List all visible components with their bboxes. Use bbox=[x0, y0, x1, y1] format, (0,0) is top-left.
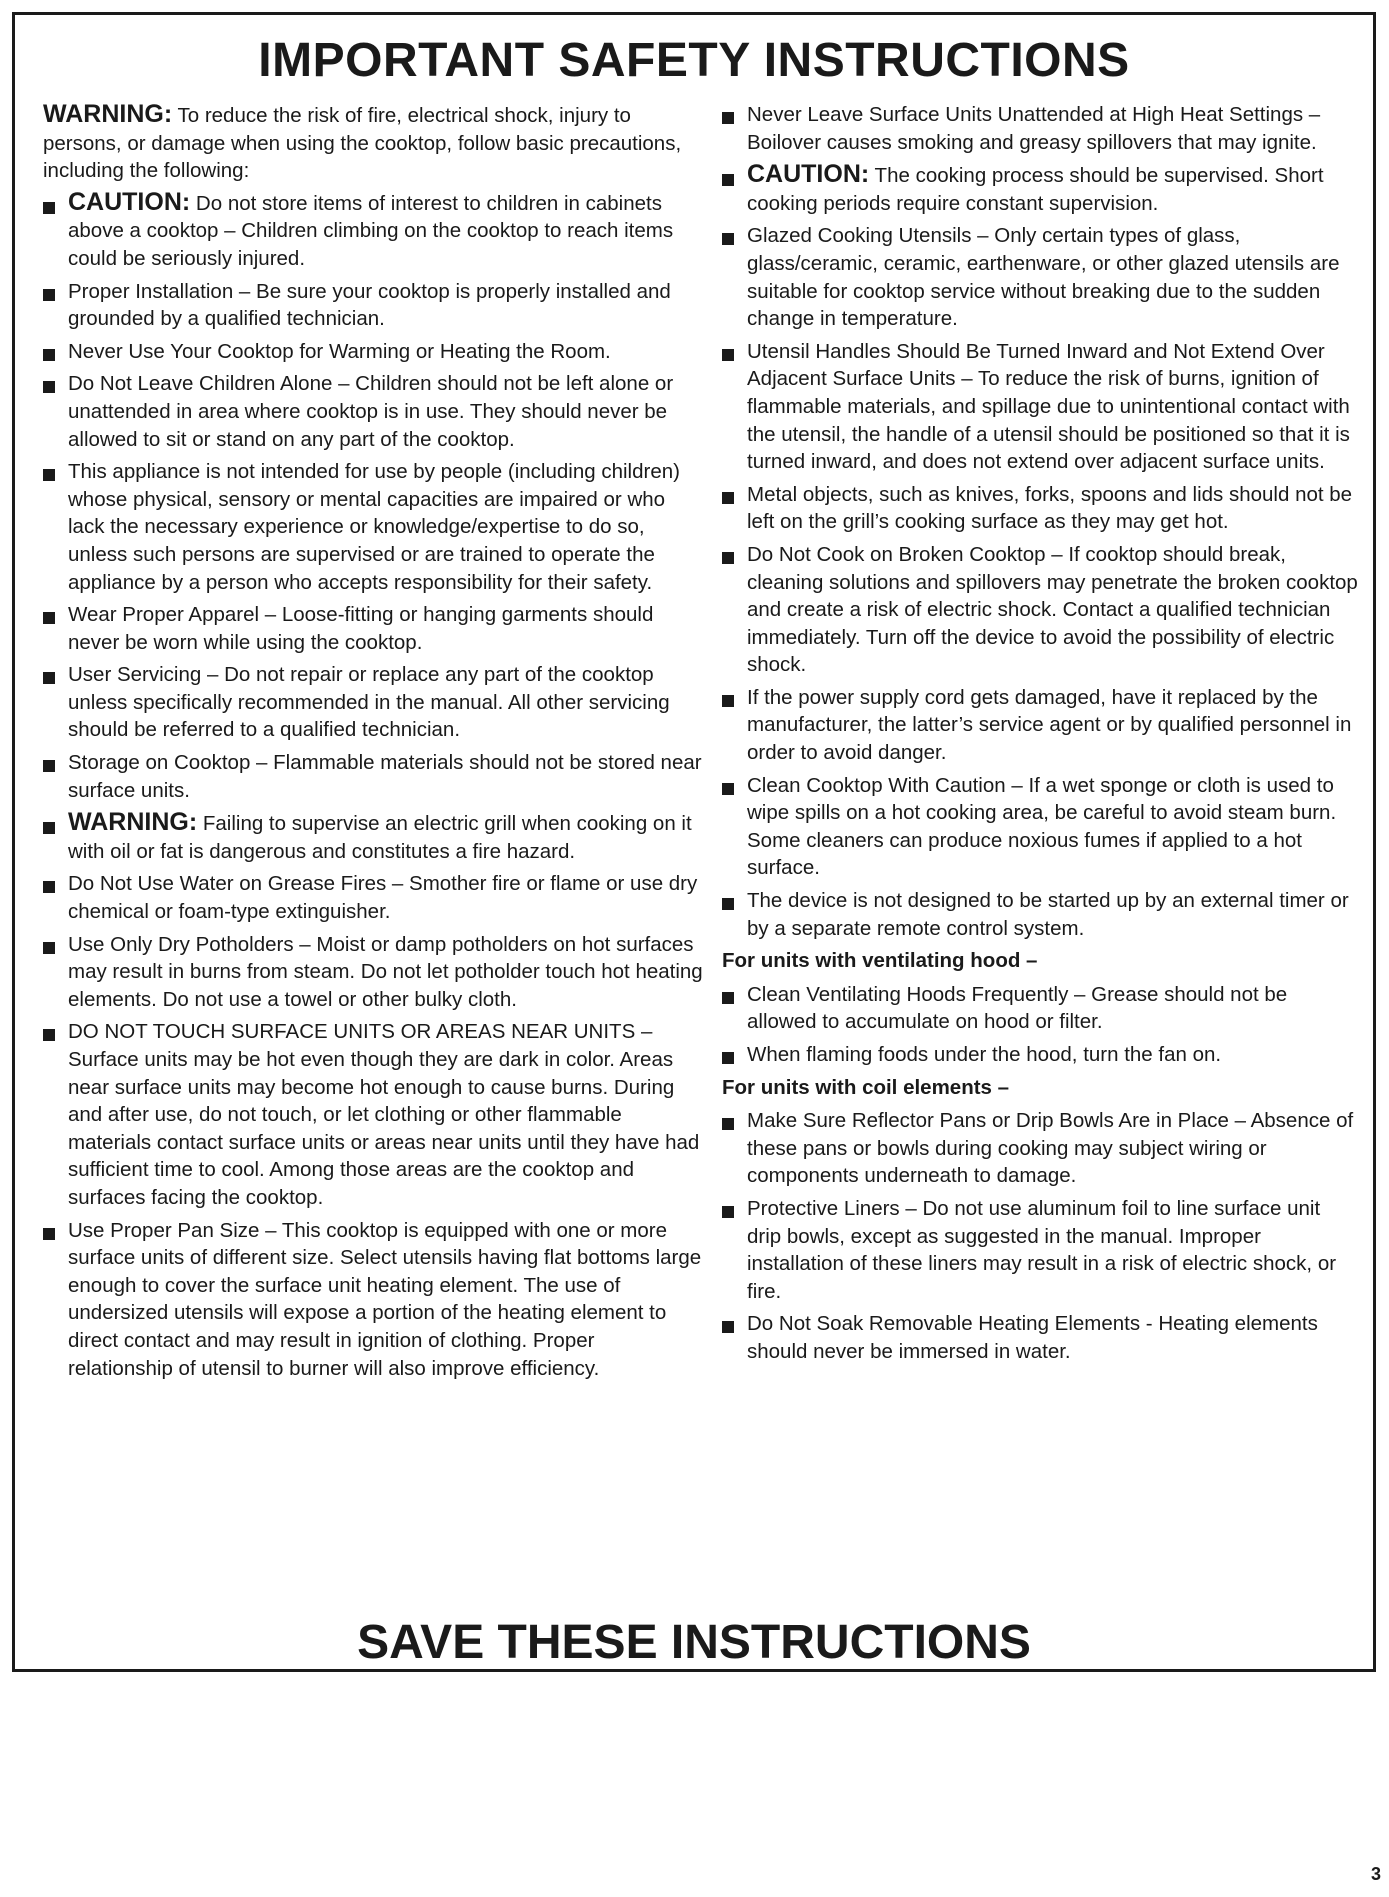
intro-lead: WARNING: bbox=[43, 100, 173, 128]
list-item bbox=[722, 101, 1358, 156]
square-bullet-icon bbox=[722, 898, 734, 910]
item-text: Do Not Leave Children Alone – Children should not be left alone or unattended in area where cooktop is in use. They should never be allowed to sit or stand on any part of the cooktop. bbox=[68, 372, 674, 451]
coil-list bbox=[722, 1107, 1358, 1365]
item-text: Do Not Soak Removable Heating Elements - Heating elements should never be immersed in water. bbox=[747, 1312, 1318, 1363]
list-item bbox=[722, 981, 1358, 1036]
square-bullet-icon bbox=[722, 1321, 734, 1333]
list-item bbox=[43, 458, 703, 596]
list-item bbox=[43, 931, 703, 1014]
safety-box bbox=[12, 12, 1376, 1672]
list-item bbox=[43, 189, 703, 273]
intro-warning bbox=[43, 101, 703, 185]
left-list bbox=[43, 189, 703, 1382]
item-text: User Servicing – Do not repair or replace any part of the cooktop unless specifically recommended in the manual. All other servicing should be referred to a qualified technician. bbox=[68, 663, 670, 742]
list-item bbox=[43, 278, 703, 333]
list-item bbox=[722, 1310, 1358, 1365]
list-item bbox=[722, 481, 1358, 536]
square-bullet-icon bbox=[43, 381, 55, 393]
item-text: If the power supply cord gets damaged, have it replaced by the manufacturer, the latter’s service agent or by qualified personnel in order to avoid danger. bbox=[747, 685, 1352, 765]
square-bullet-icon bbox=[43, 1228, 55, 1240]
list-item bbox=[722, 887, 1358, 942]
square-bullet-icon bbox=[722, 349, 734, 361]
square-bullet-icon bbox=[43, 202, 55, 214]
square-bullet-icon bbox=[722, 233, 734, 245]
square-bullet-icon bbox=[43, 881, 55, 893]
list-item bbox=[722, 684, 1358, 767]
square-bullet-icon bbox=[43, 942, 55, 954]
page-title: IMPORTANT SAFETY INSTRUCTIONS bbox=[258, 34, 1130, 87]
square-bullet-icon bbox=[43, 672, 55, 684]
item-text: Storage on Cooktop – Flammable materials should not be stored near surface units. bbox=[68, 751, 702, 802]
square-bullet-icon bbox=[722, 1052, 734, 1064]
list-item bbox=[43, 809, 703, 865]
item-text: Metal objects, such as knives, forks, spoons and lids should not be left on the grill’s cooking surface as they may get hot. bbox=[747, 482, 1353, 534]
list-item bbox=[43, 1018, 703, 1211]
square-bullet-icon bbox=[722, 992, 734, 1004]
square-bullet-icon bbox=[43, 1029, 55, 1041]
item-text: Do Not Cook on Broken Cooktop – If cooktop should break, cleaning solutions and spillovers may penetrate the broken cooktop and create a risk of electric shock. Contact a qualified technician immediately. Turn off the device to avoid the possibility of electric shock. bbox=[747, 542, 1358, 677]
list-item bbox=[722, 161, 1358, 217]
list-item bbox=[43, 749, 703, 804]
square-bullet-icon bbox=[43, 612, 55, 624]
list-item bbox=[43, 870, 703, 925]
item-lead: CAUTION: bbox=[68, 187, 191, 216]
square-bullet-icon bbox=[722, 1206, 734, 1218]
square-bullet-icon bbox=[722, 552, 734, 564]
square-bullet-icon bbox=[43, 469, 55, 481]
right-list bbox=[722, 101, 1358, 942]
list-item bbox=[722, 222, 1358, 332]
square-bullet-icon bbox=[722, 492, 734, 504]
square-bullet-icon bbox=[43, 822, 55, 834]
item-text: Use Proper Pan Size – This cooktop is equipped with one or more surface units of different size. Select utensils having flat bottoms large enough to cover the surface unit heating element. The use of undersized utensils will expose a portion of the heating element to direct contact and may result in ignition of clothing. Proper relationship of utensil to burner will also improve efficiency. bbox=[68, 1218, 702, 1380]
list-item bbox=[722, 541, 1358, 679]
item-text: Do Not Use Water on Grease Fires – Smother fire or flame or use dry chemical or foam-type extinguisher. bbox=[68, 872, 698, 924]
item-text: Wear Proper Apparel – Loose-fitting or hanging garments should never be worn while using the cooktop. bbox=[68, 603, 654, 654]
item-text: Protective Liners – Do not use aluminum foil to line surface unit drip bowls, except as suggested in the manual. Improper installation of these liners may result in a risk of electric shock, or fire. bbox=[747, 1196, 1337, 1303]
item-text: Proper Installation – Be sure your cooktop is properly installed and grounded by a qualified technician. bbox=[68, 279, 671, 331]
hood-heading: For units with ventilating hood – bbox=[722, 949, 1038, 973]
square-bullet-icon bbox=[722, 1118, 734, 1130]
list-item bbox=[722, 1195, 1358, 1305]
item-text: Failing to supervise an electric grill when cooking on it with oil or fat is dangerous and constitutes a fire hazard. bbox=[68, 812, 692, 863]
list-item bbox=[722, 1107, 1358, 1190]
item-text: Never Leave Surface Units Unattended at High Heat Settings – Boilover causes smoking and greasy spillovers that may ignite. bbox=[747, 103, 1321, 154]
square-bullet-icon bbox=[43, 760, 55, 772]
list-item bbox=[43, 370, 703, 453]
item-text: This appliance is not intended for use by people (including children) whose physical, sensory or mental capacities are impaired or who lack the necessary experience or knowledge/expertise to do so, unless such persons are supervised or are trained to operate the appliance by a person who accepts responsibility for their safety. bbox=[68, 460, 680, 594]
intro-text: To reduce the risk of fire, electrical shock, injury to persons, or damage when using the cooktop, follow basic precautions, including the following: bbox=[43, 104, 682, 183]
item-text: The cooking process should be supervised. Short cooking periods require constant supervision. bbox=[747, 164, 1324, 215]
item-text: Make Sure Reflector Pans or Drip Bowls Are in Place – Absence of these pans or bowls during cooking may subject wiring or components underneath to damage. bbox=[747, 1109, 1354, 1188]
list-item bbox=[43, 1217, 703, 1383]
item-text: Clean Ventilating Hoods Frequently – Grease should not be allowed to accumulate on hood or filter. bbox=[747, 982, 1288, 1034]
item-text: The device is not designed to be started up by an external timer or by a separate remote control system. bbox=[747, 889, 1349, 940]
list-item bbox=[43, 601, 703, 656]
list-item bbox=[722, 772, 1358, 882]
item-text: DO NOT TOUCH SURFACE UNITS OR AREAS NEAR UNITS – Surface units may be hot even though they are dark in color. Areas near surface units may become hot enough to cause burns. During and after use, do not touch, or let clothing or other flammable materials contact surface units or areas near units until they have had sufficient time to cool. Among those areas are the cooktop and surfaces facing the cooktop. bbox=[68, 1020, 700, 1209]
item-text: Use Only Dry Potholders – Moist or damp potholders on hot surfaces may result in burns from steam. Do not let potholder touch hot heating elements. Do not use a towel or other bulky cloth. bbox=[68, 932, 703, 1011]
square-bullet-icon bbox=[43, 289, 55, 301]
coil-heading: For units with coil elements – bbox=[722, 1075, 1010, 1099]
item-text: Never Use Your Cooktop for Warming or Heating the Room. bbox=[68, 339, 611, 363]
left-column bbox=[43, 101, 703, 1387]
list-item bbox=[722, 1041, 1358, 1069]
item-text: Do not store items of interest to children in cabinets above a cooktop – Children climbing on the cooktop to reach items could be seriously injured. bbox=[68, 191, 674, 270]
item-lead: WARNING: bbox=[68, 808, 198, 837]
list-item bbox=[722, 338, 1358, 476]
list-item bbox=[43, 661, 703, 744]
square-bullet-icon bbox=[722, 174, 734, 186]
item-lead: CAUTION: bbox=[747, 160, 870, 189]
square-bullet-icon bbox=[722, 112, 734, 124]
item-text: Utensil Handles Should Be Turned Inward and Not Extend Over Adjacent Surface Units – To reduce the risk of burns, ignition of flammable materials, and spillage due to unintentional contact with the utensil, the handle of a utensil should be positioned so that it is turned inward, and does not extend over adjacent surface units. bbox=[747, 339, 1350, 474]
page-number: 3 bbox=[1370, 1864, 1381, 1884]
hood-list bbox=[722, 981, 1358, 1069]
square-bullet-icon bbox=[43, 349, 55, 361]
save-instructions-title: SAVE THESE INSTRUCTIONS bbox=[357, 1616, 1031, 1669]
square-bullet-icon bbox=[722, 695, 734, 707]
right-column bbox=[722, 101, 1358, 1371]
item-text: Clean Cooktop With Caution – If a wet sponge or cloth is used to wipe spills on a hot cooking area, be careful to avoid steam burn. Some cleaners can produce noxious fumes if applied to a hot surface. bbox=[747, 773, 1337, 880]
item-text: Glazed Cooking Utensils – Only certain types of glass, glass/ceramic, ceramic, earthenware, or other glazed utensils are suitable for cooktop service without breaking due to the sudden change in temperature. bbox=[747, 224, 1340, 331]
item-text: When flaming foods under the hood, turn the fan on. bbox=[747, 1043, 1222, 1066]
square-bullet-icon bbox=[722, 783, 734, 795]
list-item bbox=[43, 338, 703, 366]
